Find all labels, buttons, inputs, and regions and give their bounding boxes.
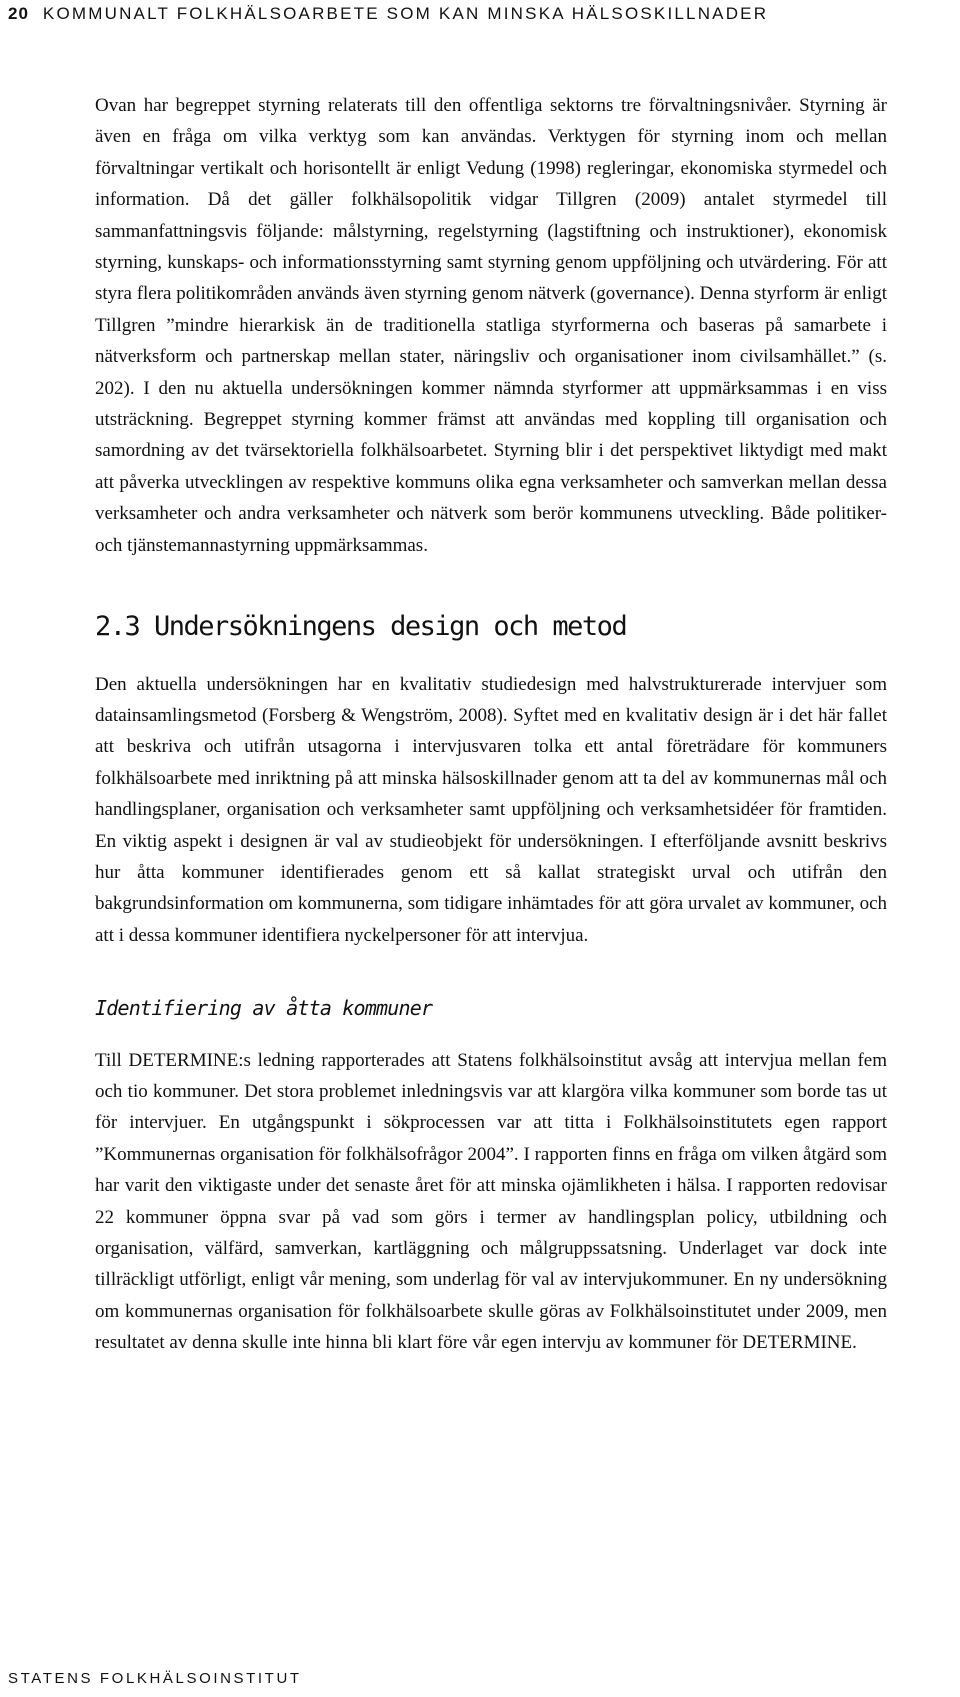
page-body [95,90,887,1359]
page-footer: STATENS FOLKHÄLSOINSTITUT [8,1670,302,1687]
page-number: 20 [8,4,29,23]
running-header [8,4,768,24]
subsection-heading: Identifiering av åtta kommuner [95,996,433,1021]
section-paragraph: Den aktuella undersökningen har en kvalitativ studiedesign med halvstrukturerade intervjuer som datainsamlingsmetod (Forsberg & Wengström, 2008). Syftet med en kvalitativ design är i det här fallet att beskriva och utifrån utsagorna i intervjusvaren tolka ett antal företrädare för kommuners folkhälsoarbete med inriktning på att minska hälsoskillnader genom att ta del av kommunernas mål och handlingsplaner, organisation och verksamheter samt uppföljning och verksamhetsidéer för framtiden. En viktig aspekt i designen är val av studieobjekt för undersökningen. I efterföljande avsnitt beskrivs hur åtta kommuner identifierades genom ett så kallat strategiskt urval och utifrån den bakgrundsinformation om kommunerna, som tidigare inhämtades för att göra urvalet av kommuner, och att i dessa kommuner identifiera nyckelpersoner för att intervjua. [95,673,887,946]
subsection-paragraph: Till DETERMINE:s ledning rapporterades att Statens folkhälsoinstitut avsåg att intervjua mellan fem och tio kommuner. Det stora problemet inledningsvis var att klargöra vilka kommuner som borde tas ut för intervjuer. En utgångspunkt i sökprocessen var att titta i Folkhälsoinstitutets egen rapport ”Kommunernas organisation för folkhälsofrågor 2004”. I rapporten finns en fråga om vilken åtgärd som har varit den viktigaste under det senaste året för att minska ojämlikheten i hälsa. I rapporten redovisar 22 kommuner öppna svar på vad som görs i termer av handlingsplan policy, utbildning och organisation, välfärd, samverkan, kartläggning och målgruppssatsning. Underlaget var dock inte tillräckligt utförligt, enligt vår mening, som underlag för val av intervjukommuner. En ny undersökning om kommunernas organisation för folkhälsoarbete skulle göras av Folkhälsoinstitutet under 2009, men resultatet av denna skulle inte hinna bli klart före vår egen intervju av kommuner för DETERMINE. [95,1049,887,1354]
section-heading: 2.3 Undersökningens design och metod [95,611,627,643]
running-title: KOMMUNALT FOLKHÄLSOARBETE SOM KAN MINSKA HÄLSOSKILLNADER [42,4,769,23]
body-paragraph: Ovan har begreppet styrning relaterats till den offentliga sektorns tre förvaltningsnivåer. Styrning är även en fråga om vilka verktyg som kan användas. Verktygen för styrning inom och mellan förvaltningar vertikalt och horisontellt är enligt Vedung (1998) regleringar, ekonomiska styrmedel och information. Då det gäller folkhälsopolitik vidgar Tillgren (2009) antalet styrmedel till sammanfattningsvis följande: målstyrning, regelstyrning (lagstiftning och instruktioner), ekonomisk styrning, kunskaps- och informationsstyrning samt styrning genom uppföljning och utvärdering. För att styra flera politikområden används även styrning genom nätverk (governance). Denna styrform är enligt Tillgren ”mindre hierarkisk än de traditionella statliga styrformerna och baseras på samarbete i nätverksform och partnerskap mellan stater, näringsliv och organisationer inom civilsamhället.” (s. 202). I den nu aktuella undersökningen kommer nämnda styrformer att uppmärksammas i en viss utsträckning. Begreppet styrning kommer främst att användas med koppling till organisation och samordning av det tvärsektoriella folkhälsoarbetet. Styrning blir i det perspektivet liktydigt med makt att påverka utvecklingen av respektive kommuns olika egna verksamheter och samverkan mellan dessa verksamheter och andra verksamheter och nätverk som berör kommunens utveckling. Både politiker- och tjänstemannastyrning uppmärksammas. [95,95,887,556]
